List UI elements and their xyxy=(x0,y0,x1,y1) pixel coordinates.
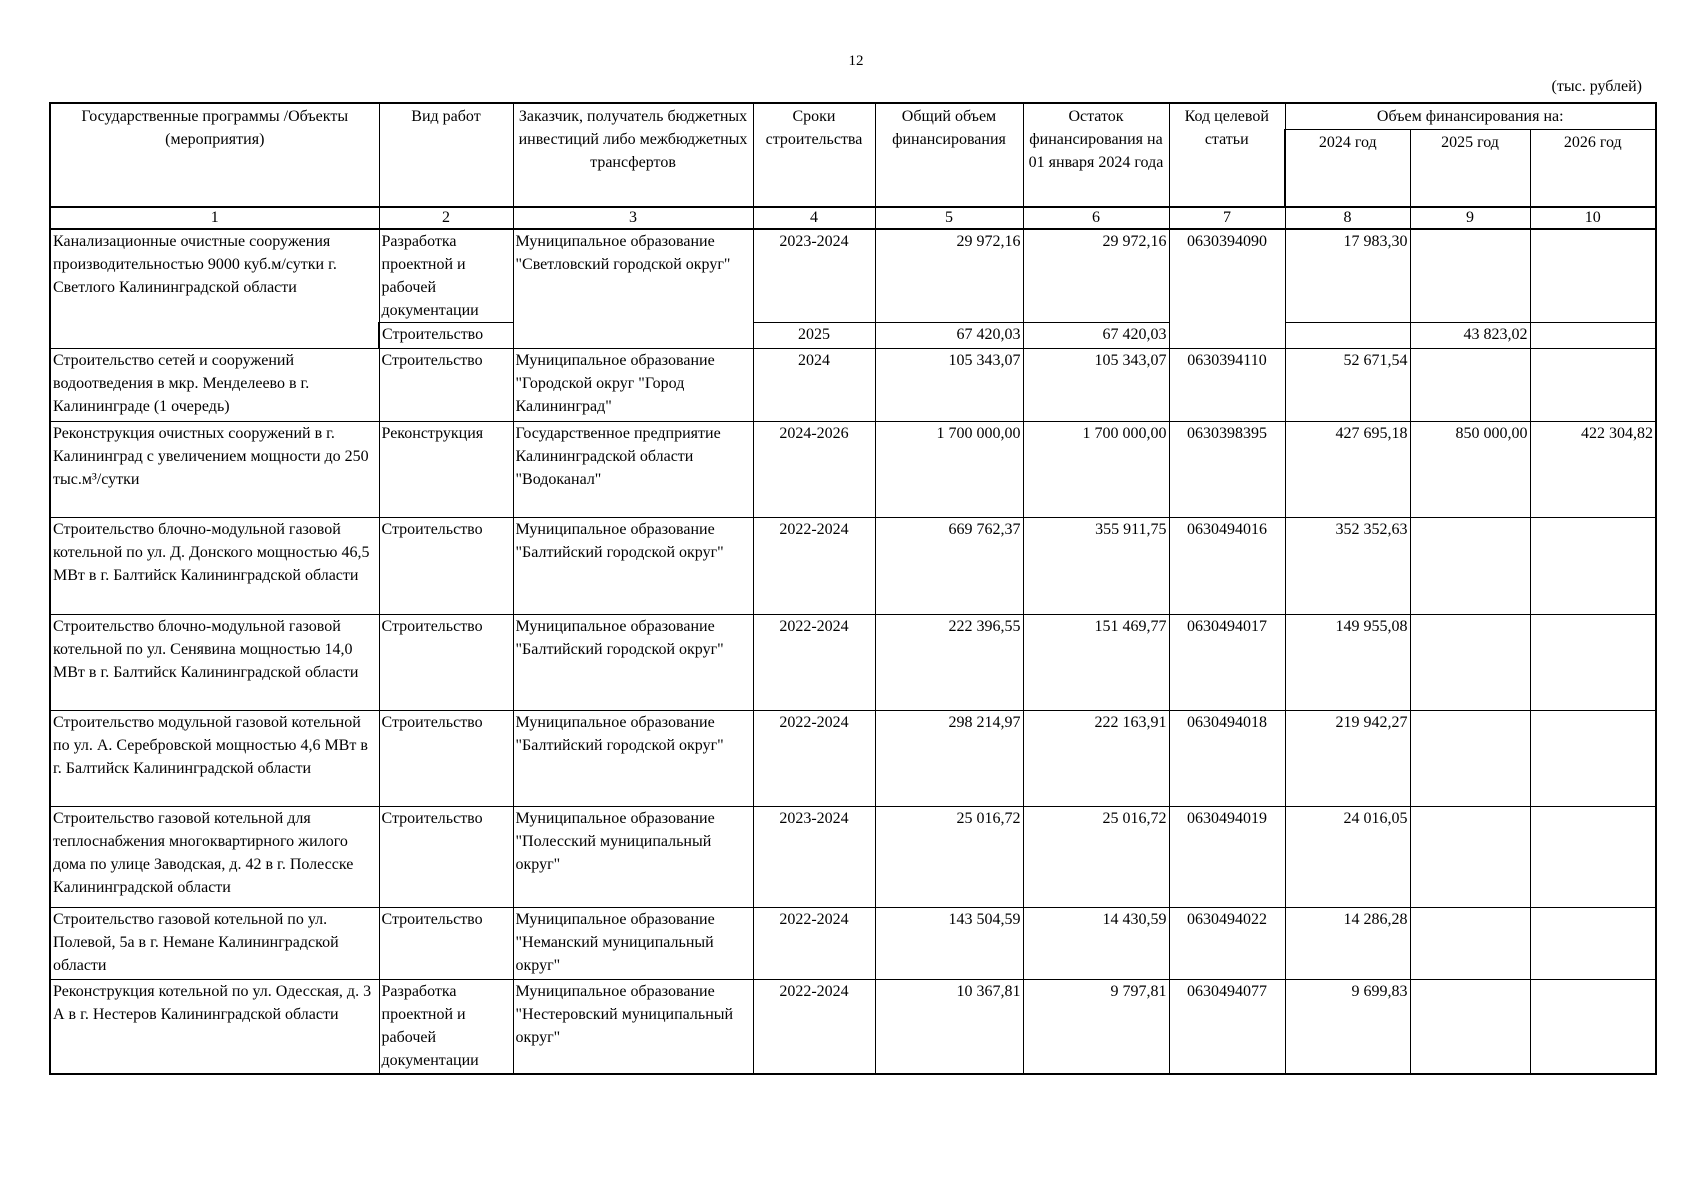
work-type-cell: Строительство xyxy=(379,711,513,807)
y2025-cell xyxy=(1410,908,1530,980)
y2025-cell xyxy=(1410,349,1530,422)
remainder-cell: 105 343,07 xyxy=(1023,349,1169,422)
header-remainder: Остаток финансирования на 01 января 2024 года xyxy=(1023,103,1169,207)
code-cell: 0630494019 xyxy=(1169,807,1285,908)
column-number: 6 xyxy=(1023,207,1169,229)
column-number: 10 xyxy=(1530,207,1656,229)
column-number: 8 xyxy=(1285,207,1410,229)
remainder-cell: 9 797,81 xyxy=(1023,980,1169,1074)
funding-table xyxy=(49,102,1657,1075)
column-number: 9 xyxy=(1410,207,1530,229)
page-number: 12 xyxy=(848,53,864,69)
table-body xyxy=(50,229,1656,1074)
header-work-type: Вид работ xyxy=(379,103,513,207)
column-numbers-row xyxy=(50,207,1656,229)
header-programs: Государственные программы /Объекты (мероприятия) xyxy=(50,103,379,207)
column-number: 2 xyxy=(379,207,513,229)
work-type-cell: Строительство xyxy=(379,807,513,908)
remainder-cell: 29 972,16 xyxy=(1023,229,1169,323)
table-row xyxy=(50,518,1656,615)
remainder-cell: 67 420,03 xyxy=(1023,323,1169,349)
work-type-cell: Разработка проектной и рабочей документации xyxy=(379,980,513,1074)
customer-cell: Муниципальное образование "Светловский городской округ" xyxy=(513,229,753,349)
total-cell: 25 016,72 xyxy=(875,807,1023,908)
table-row xyxy=(50,908,1656,980)
period-cell: 2024-2026 xyxy=(753,422,875,518)
total-cell: 669 762,37 xyxy=(875,518,1023,615)
header-year-2026: 2026 год xyxy=(1530,130,1656,207)
header-customer: Заказчик, получатель бюджетных инвестиций либо межбюджетных трансфертов xyxy=(513,103,753,207)
work-type-cell: Разработка проектной и рабочей документации xyxy=(379,229,513,323)
remainder-cell: 222 163,91 xyxy=(1023,711,1169,807)
header-year-2025: 2025 год xyxy=(1410,130,1530,207)
y2024-cell xyxy=(1285,323,1410,349)
y2024-cell: 219 942,27 xyxy=(1285,711,1410,807)
remainder-cell: 14 430,59 xyxy=(1023,908,1169,980)
column-number: 1 xyxy=(50,207,379,229)
code-cell: 0630494077 xyxy=(1169,980,1285,1074)
table-row xyxy=(50,980,1656,1074)
table-row xyxy=(50,349,1656,422)
y2026-cell xyxy=(1530,323,1656,349)
y2025-cell xyxy=(1410,229,1530,323)
period-cell: 2022-2024 xyxy=(753,615,875,711)
code-cell: 0630494022 xyxy=(1169,908,1285,980)
period-cell: 2023-2024 xyxy=(753,229,875,323)
y2026-cell: 422 304,82 xyxy=(1530,422,1656,518)
total-cell: 143 504,59 xyxy=(875,908,1023,980)
column-number: 4 xyxy=(753,207,875,229)
table-row xyxy=(50,711,1656,807)
table-row xyxy=(50,615,1656,711)
period-cell: 2022-2024 xyxy=(753,908,875,980)
y2025-cell: 850 000,00 xyxy=(1410,422,1530,518)
object-cell: Строительство газовой котельной для теплоснабжения многоквартирного жилого дома по улице Заводская, д. 42 в г. Полесске Калининградской области xyxy=(50,807,379,908)
total-cell: 1 700 000,00 xyxy=(875,422,1023,518)
object-cell: Реконструкция очистных сооружений в г. Калининград с увеличением мощности до 250 тыс.м³/сутки xyxy=(50,422,379,518)
table-row xyxy=(50,807,1656,908)
object-cell: Реконструкция котельной по ул. Одесская, д. 3 А в г. Нестеров Калининградской области xyxy=(50,980,379,1074)
period-cell: 2022-2024 xyxy=(753,980,875,1074)
remainder-cell: 1 700 000,00 xyxy=(1023,422,1169,518)
code-cell: 0630394090 xyxy=(1169,229,1285,349)
table-row xyxy=(50,422,1656,518)
header-code: Код целевой статьи xyxy=(1169,103,1285,207)
y2025-cell xyxy=(1410,980,1530,1074)
remainder-cell: 25 016,72 xyxy=(1023,807,1169,908)
object-cell: Строительство блочно-модульной газовой котельной по ул. Д. Донского мощностью 46,5 МВт в г. Балтийск Калининградской области xyxy=(50,518,379,615)
code-cell: 0630398395 xyxy=(1169,422,1285,518)
y2026-cell xyxy=(1530,980,1656,1074)
header-total: Общий объем финансирования xyxy=(875,103,1023,207)
total-cell: 29 972,16 xyxy=(875,229,1023,323)
customer-cell: Муниципальное образование "Неманский муниципальный округ" xyxy=(513,908,753,980)
y2024-cell: 24 016,05 xyxy=(1285,807,1410,908)
column-number: 5 xyxy=(875,207,1023,229)
header-year-2024: 2024 год xyxy=(1285,130,1410,207)
code-cell: 0630494017 xyxy=(1169,615,1285,711)
column-number: 7 xyxy=(1169,207,1285,229)
customer-cell: Муниципальное образование "Полесский муниципальный округ" xyxy=(513,807,753,908)
y2024-cell: 14 286,28 xyxy=(1285,908,1410,980)
remainder-cell: 151 469,77 xyxy=(1023,615,1169,711)
period-cell: 2023-2024 xyxy=(753,807,875,908)
y2026-cell xyxy=(1530,908,1656,980)
object-cell: Строительство сетей и сооружений водоотведения в мкр. Менделеево в г. Калининграде (1 очередь) xyxy=(50,349,379,422)
y2026-cell xyxy=(1530,349,1656,422)
units-label: (тыс. рублей) xyxy=(1551,78,1642,95)
y2025-cell xyxy=(1410,807,1530,908)
table-row xyxy=(50,229,1656,323)
y2026-cell xyxy=(1530,615,1656,711)
total-cell: 10 367,81 xyxy=(875,980,1023,1074)
customer-cell: Муниципальное образование "Балтийский городской округ" xyxy=(513,518,753,615)
code-cell: 0630494018 xyxy=(1169,711,1285,807)
period-cell: 2024 xyxy=(753,349,875,422)
remainder-cell: 355 911,75 xyxy=(1023,518,1169,615)
work-type-cell: Реконструкция xyxy=(379,422,513,518)
y2025-cell: 43 823,02 xyxy=(1410,323,1530,349)
customer-cell: Муниципальное образование "Городской округ "Город Калининград" xyxy=(513,349,753,422)
work-type-cell: Строительство xyxy=(379,349,513,422)
y2025-cell xyxy=(1410,711,1530,807)
y2024-cell: 17 983,30 xyxy=(1285,229,1410,323)
y2025-cell xyxy=(1410,615,1530,711)
y2026-cell xyxy=(1530,807,1656,908)
period-cell: 2022-2024 xyxy=(753,711,875,807)
header-period: Сроки строительства xyxy=(753,103,875,207)
y2024-cell: 149 955,08 xyxy=(1285,615,1410,711)
work-type-cell: Строительство xyxy=(379,323,513,349)
y2024-cell: 52 671,54 xyxy=(1285,349,1410,422)
y2024-cell: 352 352,63 xyxy=(1285,518,1410,615)
code-cell: 0630494016 xyxy=(1169,518,1285,615)
header-funding: Объем финансирования на: xyxy=(1285,103,1656,130)
y2025-cell xyxy=(1410,518,1530,615)
total-cell: 105 343,07 xyxy=(875,349,1023,422)
y2024-cell: 427 695,18 xyxy=(1285,422,1410,518)
customer-cell: Государственное предприятие Калининградской области "Водоканал" xyxy=(513,422,753,518)
work-type-cell: Строительство xyxy=(379,518,513,615)
object-cell: Канализационные очистные сооружения производительностью 9000 куб.м/сутки г. Светлого Калининградской области xyxy=(50,229,379,349)
total-cell: 67 420,03 xyxy=(875,323,1023,349)
object-cell: Строительство модульной газовой котельной по ул. А. Серебровской мощностью 4,6 МВт в г. Балтийск Калининградской области xyxy=(50,711,379,807)
total-cell: 298 214,97 xyxy=(875,711,1023,807)
object-cell: Строительство блочно-модульной газовой котельной по ул. Сенявина мощностью 14,0 МВт в г. Балтийск Калининградской области xyxy=(50,615,379,711)
period-cell: 2022-2024 xyxy=(753,518,875,615)
column-number: 3 xyxy=(513,207,753,229)
total-cell: 222 396,55 xyxy=(875,615,1023,711)
customer-cell: Муниципальное образование "Балтийский городской округ" xyxy=(513,711,753,807)
y2026-cell xyxy=(1530,518,1656,615)
customer-cell: Муниципальное образование "Нестеровский муниципальный округ" xyxy=(513,980,753,1074)
work-type-cell: Строительство xyxy=(379,908,513,980)
object-cell: Строительство газовой котельной по ул. Полевой, 5а в г. Немане Калининградской области xyxy=(50,908,379,980)
y2026-cell xyxy=(1530,711,1656,807)
y2024-cell: 9 699,83 xyxy=(1285,980,1410,1074)
work-type-cell: Строительство xyxy=(379,615,513,711)
period-cell: 2025 xyxy=(753,323,875,349)
customer-cell: Муниципальное образование "Балтийский городской округ" xyxy=(513,615,753,711)
code-cell: 0630394110 xyxy=(1169,349,1285,422)
y2026-cell xyxy=(1530,229,1656,323)
table-header xyxy=(50,103,1656,229)
